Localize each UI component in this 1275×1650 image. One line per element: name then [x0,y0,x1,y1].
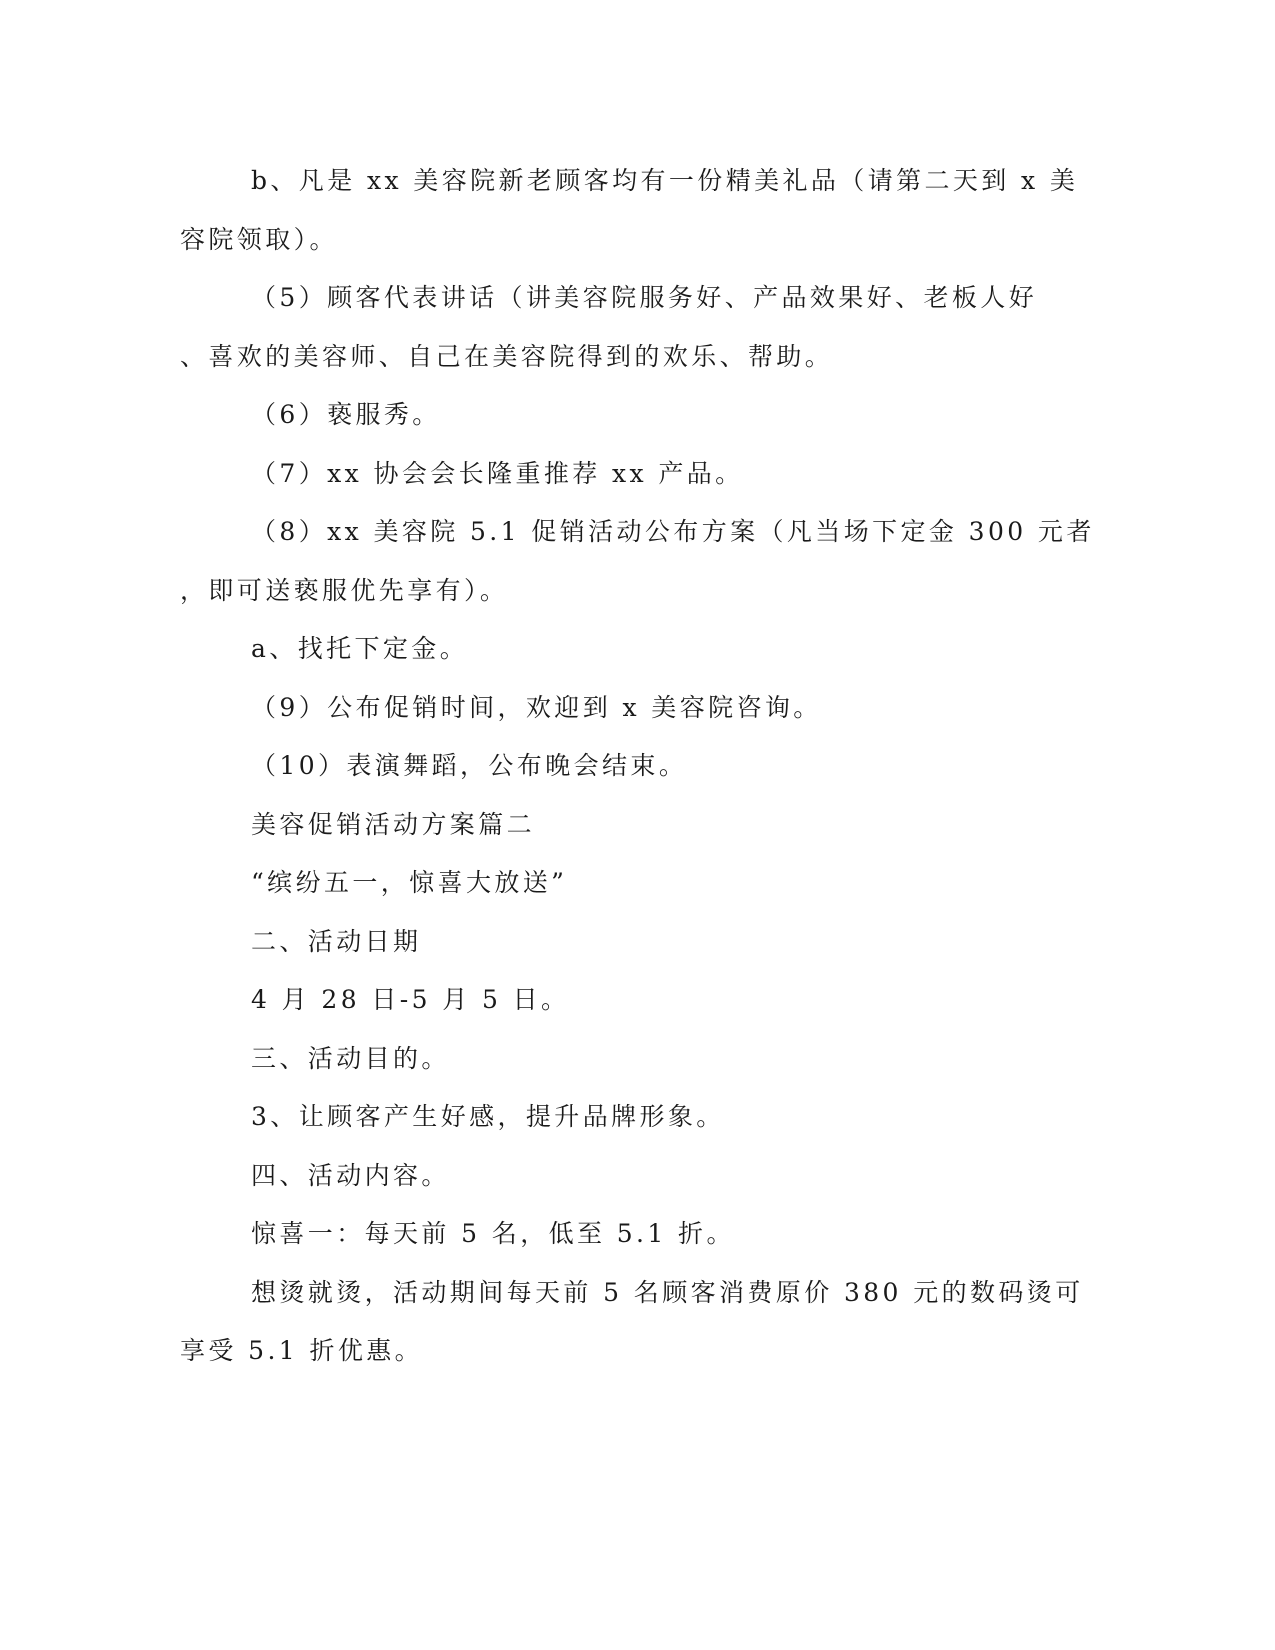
section-heading: 二、活动日期 [251,926,422,956]
paragraph-line: a、找托下定金。 [251,634,469,663]
paragraph-line: 享受 5.1 折优惠。 [180,1336,424,1365]
paragraph-line: （5）顾客代表讲话（讲美容院服务好、产品效果好、老板人好 [251,283,1038,312]
slogan-line: “缤纷五一，惊喜大放送” [251,868,568,897]
section-heading: 四、活动内容。 [251,1160,450,1190]
section-heading: 美容促销活动方案篇二 [251,809,536,839]
paragraph-line: 3、让顾客产生好感，提升品牌形象。 [251,1102,725,1131]
paragraph-line: 、喜欢的美容师、自己在美容院得到的欢乐、帮助。 [180,341,834,371]
paragraph-line: （8）xx 美容院 5.1 促销活动公布方案（凡当场下定金 300 元者 [251,517,1095,546]
paragraph-line: 惊喜一：每天前 5 名，低至 5.1 折。 [251,1219,735,1248]
section-heading: 三、活动目的。 [251,1043,450,1073]
paragraph-line: 容院领取）。 [180,224,338,254]
paragraph-line: b、凡是 xx 美容院新老顾客均有一份精美礼品（请第二天到 x 美 [251,166,1079,195]
paragraph-line: 4 月 28 日-5 月 5 日。 [251,985,570,1014]
paragraph-line: 想烫就烫，活动期间每天前 5 名顾客消费原价 380 元的数码烫可 [251,1277,1084,1307]
paragraph-line: （7）xx 协会会长隆重推荐 xx 产品。 [251,458,744,488]
paragraph-line: （10）表演舞蹈，公布晚会结束。 [251,751,688,780]
paragraph-line: ，即可送亵服优先享有）。 [180,575,509,605]
document-body [180,152,1095,1381]
paragraph-line: （9）公布促销时间，欢迎到 x 美容院咨询。 [251,692,822,722]
paragraph-line: （6）亵服秀。 [251,400,441,429]
